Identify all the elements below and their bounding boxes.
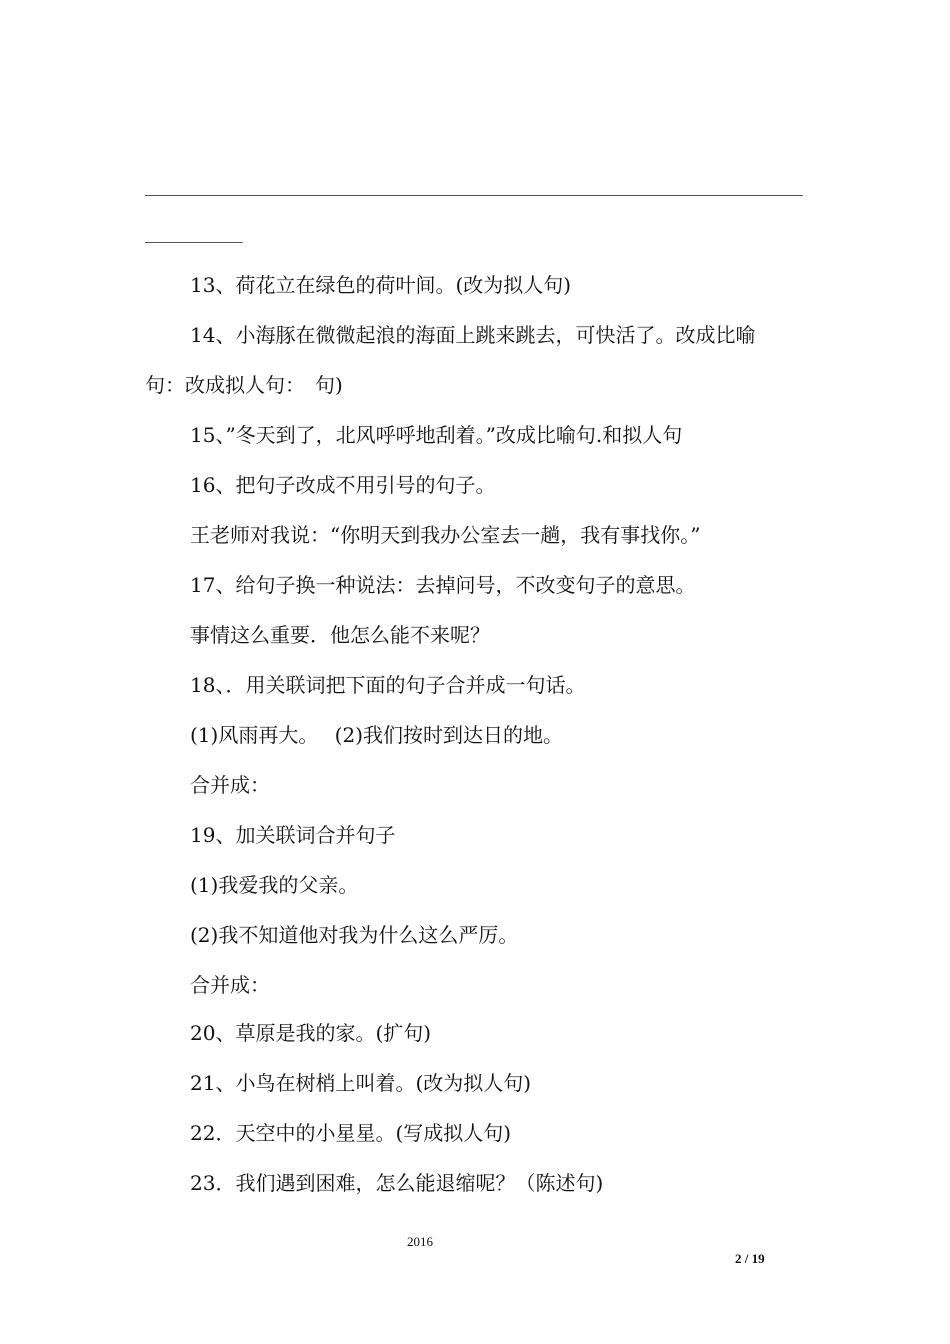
question-21: 21、小鸟在树梢上叫着。(改为拟人句) (190, 1071, 532, 1095)
question-19: 19、加关联词合并句子 (190, 823, 396, 847)
answer-line-short (145, 242, 243, 243)
question-14-continued: 句：改成拟人句： 句) (145, 373, 343, 397)
question-13: 13、荷花立在绿色的荷叶间。(改为拟人句) (190, 273, 572, 297)
question-23: 23．我们遇到困难，怎么能退缩呢？（陈述句) (190, 1171, 604, 1195)
question-16-sentence: 王老师对我说：“你明天到我办公室去一趟，我有事找你。” (190, 523, 701, 547)
question-19-sentence-1: (1)我爱我的父亲。 (190, 873, 359, 897)
question-17-sentence: 事情这么重要．他怎么能不来呢？ (190, 623, 490, 647)
question-20: 20、草原是我的家。(扩句) (190, 1021, 432, 1045)
question-14: 14、小海豚在微微起浪的海面上跳来跳去，可快活了。改成比喻 (190, 323, 756, 347)
answer-line (145, 195, 803, 196)
question-15: 15、”冬天到了，北风呼呼地刮着。”改成比喻句.和拟人句 (190, 423, 683, 447)
question-16: 16、把句子改成不用引号的句子。 (190, 473, 496, 497)
question-19-answer-label: 合并成： (190, 973, 270, 997)
question-22: 22．天空中的小星星。(写成拟人句) (190, 1121, 512, 1145)
question-19-sentence-2: (2)我不知道他对我为什么这么严厉。 (190, 923, 519, 947)
question-18-answer-label: 合并成： (190, 773, 270, 797)
question-18-sentences: (1)风雨再大。 (2)我们按时到达日的地。 (190, 723, 564, 747)
question-18: 18、．用关联词把下面的句子合并成一句话。 (190, 673, 586, 697)
page-number: 2 / 19 (735, 1251, 765, 1266)
question-17: 17、给句子换一种说法：去掉问号，不改变句子的意思。 (190, 573, 696, 597)
footer-year: 2016 (407, 1234, 433, 1249)
